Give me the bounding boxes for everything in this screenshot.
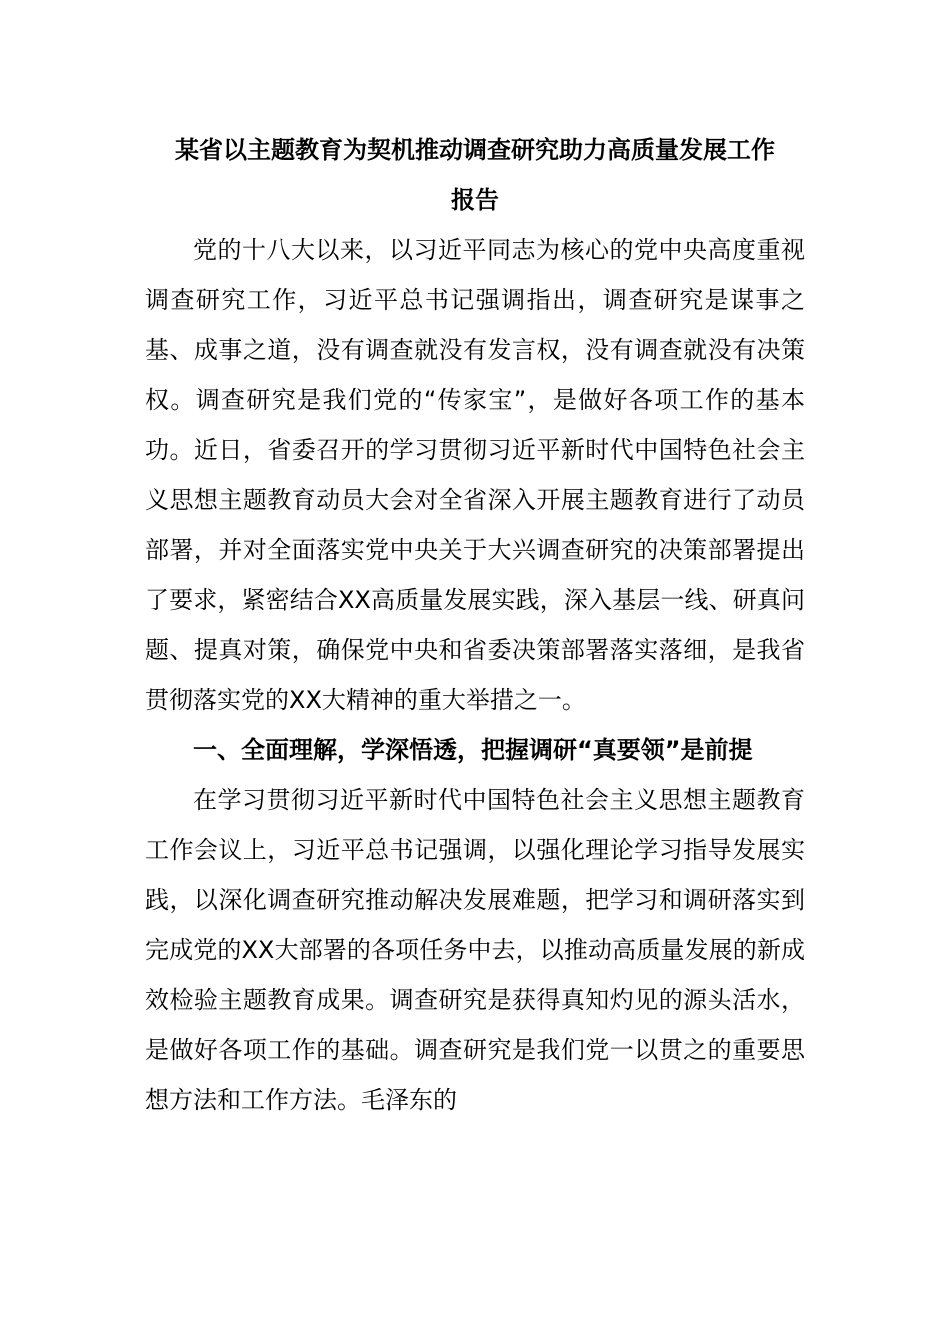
paragraph-intro: 党的十八大以来，以习近平同志为核心的党中央高度重视调查研究工作，习近平总书记强调指出，调查研究是谋事之基、成事之道，没有调查就没有发言权，没有调查就没有决策权。调查研究是我们党的“传家宝”，是做好各项工作的基本功。近日，省委召开的学习贯彻习近平新时代中国特色社会主义思想主题教育动员大会对全省深入开展主题教育进行了动员部署，并对全面落实党中央关于大兴调查研究的决策部署提出了要求，紧密结合XX高质量发展实践，深入基层一线、研真问题、提真对策，确保党中央和省委决策部署落实落细，是我省贯彻落实党的XX大精神的重大举措之一。	[145, 236, 805, 714]
section-heading-1: 一、全面理解，学深悟透，把握调研“真要领”是前提	[193, 736, 753, 764]
document-title-line-1: 某省以主题教育为契机推动调查研究助力高质量发展工作	[175, 136, 775, 164]
document-body	[145, 125, 805, 1125]
document-title-line-2: 报告	[451, 186, 499, 214]
paragraph-section-1: 在学习贯彻习近平新时代中国特色社会主义思想主题教育工作会议上，习近平总书记强调，以强化理论学习指导发展实践，以深化调查研究推动解决发展难题，把学习和调研落实到完成党的XX大部署的各项任务中去，以推动高质量发展的新成效检验主题教育成果。调查研究是获得真知灼见的源头活水，是做好各项工作的基础。调查研究是我们党一以贯之的重要思想方法和工作方法。毛泽东的	[145, 786, 805, 1114]
